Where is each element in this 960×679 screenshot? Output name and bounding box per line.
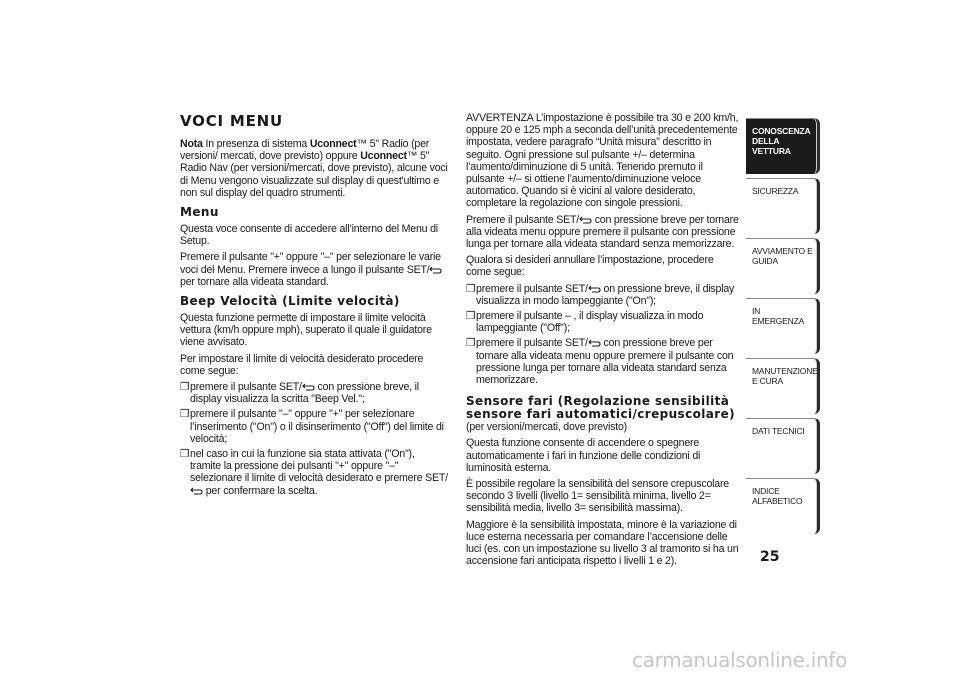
bullet-icon: ❒ xyxy=(466,310,476,323)
list-item xyxy=(180,381,448,405)
sensor-subtitle: (per versioni/mercati, dove previsto) xyxy=(466,421,627,434)
page-title: VOCI MENU xyxy=(180,112,284,130)
return-arrow-icon xyxy=(302,383,315,391)
sensor-paragraph: Questa funzione consente di accendere o spegnere automaticamente i fari in funzione delle condizioni di luminosità esterna. xyxy=(466,437,701,474)
tab-avviamento-e-guida[interactable]: AVVIAMENTO E GUIDA xyxy=(746,238,820,294)
cancel-list xyxy=(466,283,740,387)
list-item xyxy=(466,283,740,307)
list-item xyxy=(180,408,448,445)
tab-dati-tecnici[interactable]: DATI TECNICI xyxy=(746,418,820,474)
tab-manutenzione-e-cura[interactable]: MANUTENZIONE E CURA xyxy=(746,358,820,414)
list-item xyxy=(466,337,740,386)
text: per confermare la scelta. xyxy=(203,484,318,497)
nota-text: ™ 5" Radio Nav (per versioni/mercati, dove previsto), alcune voci di Menu vengono visualizzate sul display di quest'ultimo e non sul display del quadro strumenti. xyxy=(180,150,448,199)
chapter-tabs xyxy=(746,118,820,538)
text: con pressione breve per tornare alla videata menu oppure premere il pulsante con pressione lunga per tornare alla videata standard senza memorizzare. xyxy=(466,213,739,251)
return-arrow-icon xyxy=(588,285,601,293)
warning-paragraph: AVVERTENZA L’impostazione è possibile tra 30 e 200 km/h, oppure 20 e 125 mph a seconda dell’unità precedentemente impostata, vedere paragrafo “Unità misura" descritto in seguito. Ogni pressione sul pulsante +/– determina l’aumento/diminuzione di 5 unità. Tenendo premuto il pulsante +/– si ottiene l’aumento/diminuzione veloce automatico. Quando si è vicini al valore desiderato, completare la regolazione con singole pressioni. xyxy=(466,112,739,210)
text: premere il pulsante – , il display visualizza in modo lampeggiante ("Off"); xyxy=(476,310,704,335)
return-arrow-icon xyxy=(429,266,442,274)
tab-indice-alfabetico[interactable]: INDICE ALFABETICO xyxy=(746,478,820,534)
nota-text: ™ 5" Radio (per versioni/ mercati, dove previsto) oppure xyxy=(180,138,430,163)
warning-paragraph xyxy=(466,214,740,251)
text: premere il pulsante "–" oppure "+" per selezionare l’inserimento ("On") o il disinserimento ("Off") del limite di velocità; xyxy=(190,408,444,445)
uconnect-brand: Uconnect xyxy=(309,138,357,150)
return-arrow-icon xyxy=(579,216,592,224)
menu-paragraph xyxy=(180,251,448,288)
watermark: carmanualsonline.info xyxy=(632,648,848,672)
menu-paragraph: Questa voce consente di accedere all’interno del Menu di Setup. xyxy=(180,223,438,248)
bullet-icon: ❒ xyxy=(180,448,190,461)
beep-paragraph: Per impostare il limite di velocità desiderato procedere come segue: xyxy=(180,352,424,377)
bullet-icon: ❒ xyxy=(466,337,476,350)
text: on pressione breve, il display visualizza in modo lampeggiante ("On"); xyxy=(476,282,735,307)
tab-in-emergenza[interactable]: IN EMERGENZA xyxy=(746,298,820,354)
page-number: 25 xyxy=(760,549,780,565)
nota-text: In presenza di sistema xyxy=(205,138,310,150)
return-arrow-icon xyxy=(190,487,203,495)
bullet-icon: ❒ xyxy=(180,408,190,421)
list-item xyxy=(466,310,740,334)
text: Premere il pulsante SET/ xyxy=(466,213,579,226)
nota-label: Nota xyxy=(180,138,203,150)
beep-paragraph: Questa funzione permette di impostare il limite velocità vettura (km/h oppure mph), superato il quale il guidatore viene avvisato. xyxy=(180,312,432,349)
return-arrow-icon xyxy=(588,339,601,347)
text: per tornare alla videata standard. xyxy=(180,275,329,288)
text: con pressione breve per tornare alla videata menu oppure premere il pulsante con pressione lunga per tornare alla videata standard senza memorizzare. xyxy=(476,337,734,387)
text: premere il pulsante SET/ xyxy=(476,282,588,295)
left-column xyxy=(180,112,448,501)
sensor-heading: Sensore fari (Regolazione sensibilità sensore fari automatici/crepuscolare) xyxy=(466,394,736,422)
bullet-icon: ❒ xyxy=(180,381,190,394)
text: Premere il pulsante "+" oppure "–" per selezionare le varie voci del Menu. Premere invece a lungo il pulsante SET/ xyxy=(180,251,441,276)
beep-list xyxy=(180,381,448,497)
sensor-paragraph: È possibile regolare la sensibilità del sensore crepuscolare secondo 3 livelli (livello 1= sensibilità minima, livello 2= sensibilità media, livello 3= sensibilità massima). xyxy=(466,478,729,515)
list-item xyxy=(180,448,448,497)
text: premere il pulsante SET/ xyxy=(476,337,588,350)
uconnect-brand: Uconnect xyxy=(360,150,407,163)
warning-paragraph: Qualora si desideri annullare l’impostazione, procedere come segue: xyxy=(466,254,714,279)
bullet-icon: ❒ xyxy=(466,282,476,295)
beep-heading: Beep Velocità (Limite velocità) xyxy=(180,294,400,309)
nota-paragraph xyxy=(180,138,448,199)
right-column xyxy=(466,112,740,572)
text: nel caso in cui la funzione sia stata attivata ("On"), tramite la pressione dei pulsanti "+" oppure "–" selezionare il limite di velocità desiderato e premere SET/ xyxy=(190,448,448,485)
tab-sicurezza[interactable]: SICUREZZA xyxy=(746,178,820,234)
tab-conoscenza-della-vettura[interactable]: CONOSCENZA DELLA VETTURA xyxy=(746,118,820,174)
menu-heading: Menu xyxy=(180,205,219,220)
sensor-paragraph: Maggiore è la sensibilità impostata, minore è la variazione di luce esterna necessaria per comandare l’accensione delle luci (es. con un impostazione su livello 3 al tramonto si ha un accensione fari anticipata rispetto i livelli 1 e 2). xyxy=(466,518,739,568)
text: premere il pulsante SET/ xyxy=(190,381,302,394)
text: con pressione breve, il display visualizza la scritta "Beep Vel."; xyxy=(190,381,419,406)
